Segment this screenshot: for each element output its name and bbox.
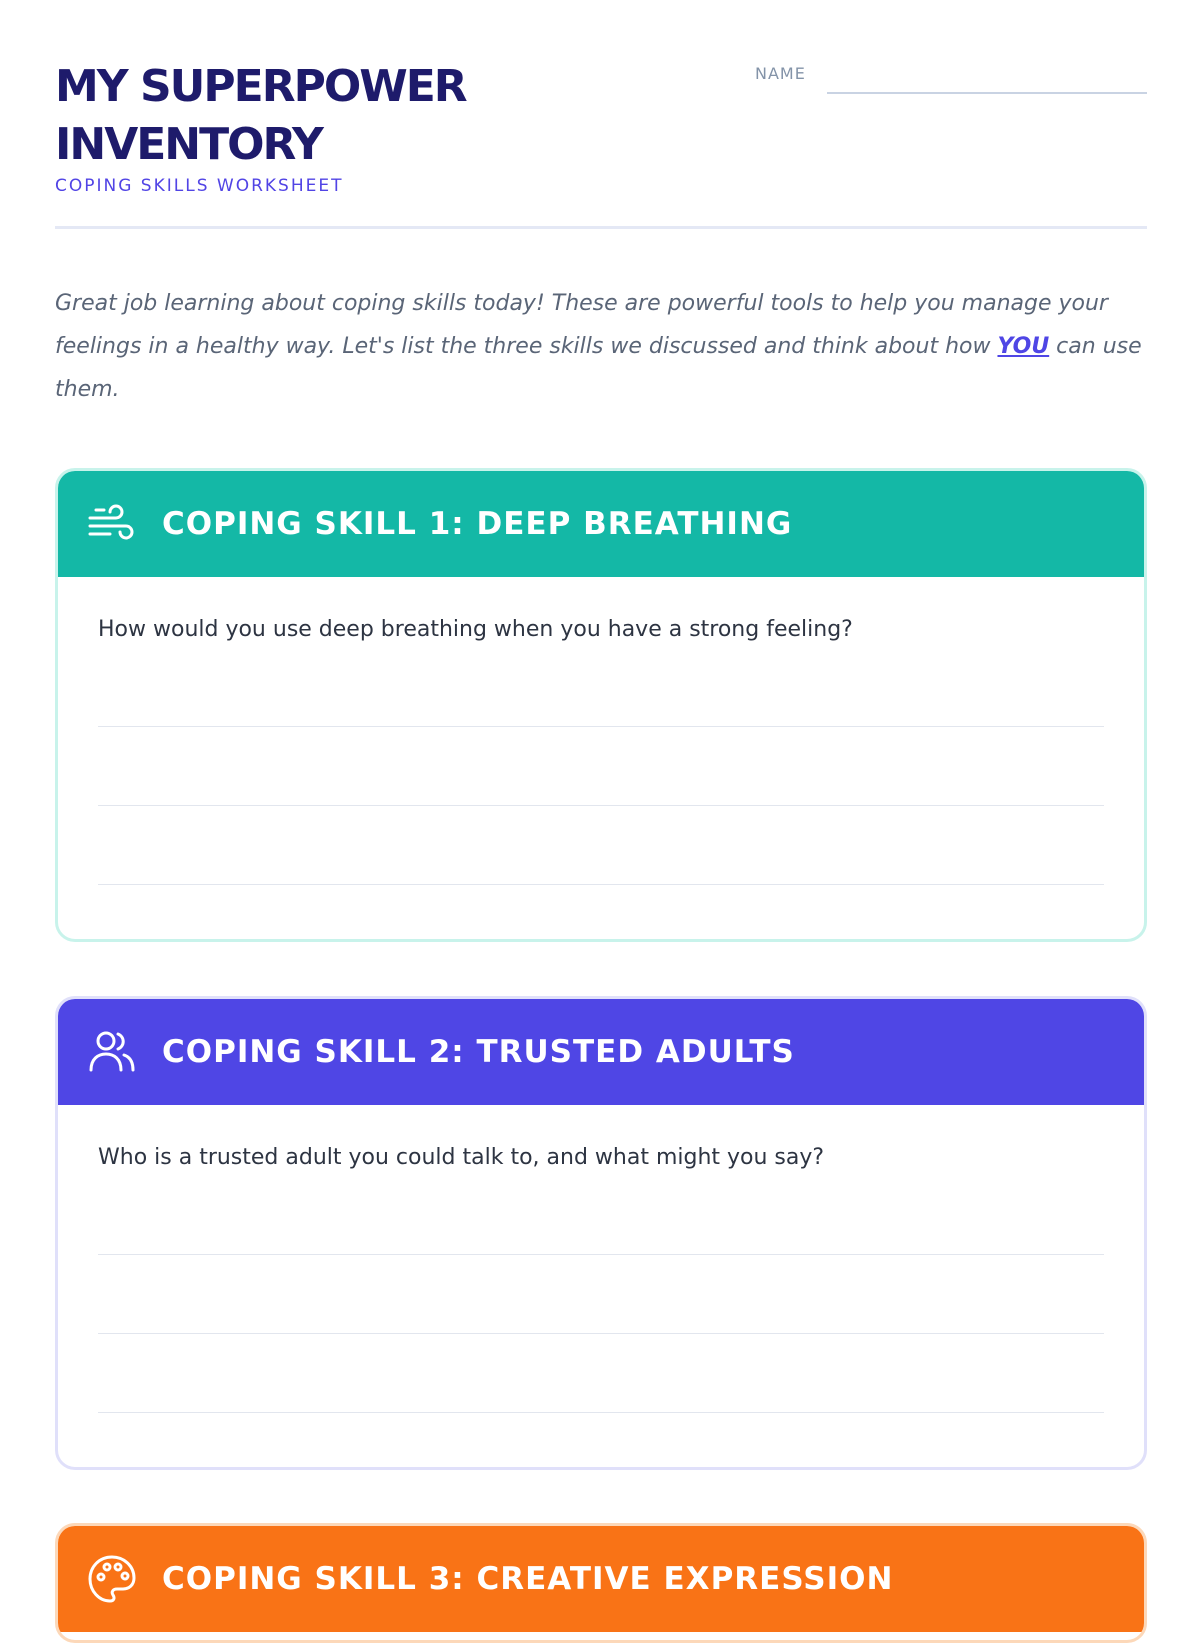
skill-card-creative-expression xyxy=(55,1523,1147,1643)
skill-card-body xyxy=(58,577,1144,885)
name-input-line[interactable] xyxy=(827,92,1147,94)
page-title xyxy=(55,58,615,174)
skill-card-title: COPING SKILL 3: CREATIVE EXPRESSION xyxy=(162,1561,894,1597)
intro-paragraph xyxy=(55,282,1147,411)
skill-card-header xyxy=(58,471,1144,577)
skill-card-trusted-adults xyxy=(55,996,1147,1470)
name-field-area xyxy=(755,62,1147,94)
header-divider xyxy=(55,226,1147,229)
skill-question: How would you use deep breathing when you have a strong feeling? xyxy=(98,617,853,642)
users-icon xyxy=(84,1024,140,1080)
skill-question: Who is a trusted adult you could talk to, and what might you say? xyxy=(98,1145,825,1170)
answer-line[interactable] xyxy=(98,1333,1104,1334)
answer-line[interactable] xyxy=(98,884,1104,885)
skill-card-header xyxy=(58,999,1144,1105)
intro-emphasis: YOU xyxy=(997,334,1050,359)
answer-line[interactable] xyxy=(98,1412,1104,1413)
skill-card-title: COPING SKILL 2: TRUSTED ADULTS xyxy=(162,1034,795,1070)
skill-card-deep-breathing xyxy=(55,468,1147,942)
page-subtitle: COPING SKILLS WORKSHEET xyxy=(55,176,344,196)
answer-line[interactable] xyxy=(98,1254,1104,1255)
answer-line[interactable] xyxy=(98,726,1104,727)
skill-card-title: COPING SKILL 1: DEEP BREATHING xyxy=(162,506,793,542)
wind-icon xyxy=(84,496,140,552)
skill-card-body xyxy=(58,1105,1144,1413)
name-label: NAME xyxy=(755,64,806,83)
intro-text: Great job learning about coping skills today! These are powerful tools to help you manage your feelings in a healthy way. Let's list the three skills we discussed and think about how xyxy=(55,291,1108,359)
title-block xyxy=(55,58,615,196)
skill-card-header xyxy=(58,1526,1144,1632)
answer-line[interactable] xyxy=(98,805,1104,806)
palette-icon xyxy=(84,1551,140,1607)
title-line-1: MY SUPERPOWER xyxy=(55,61,466,112)
intro-text-end: can use them. xyxy=(55,334,1142,402)
title-line-2: INVENTORY xyxy=(55,119,322,170)
